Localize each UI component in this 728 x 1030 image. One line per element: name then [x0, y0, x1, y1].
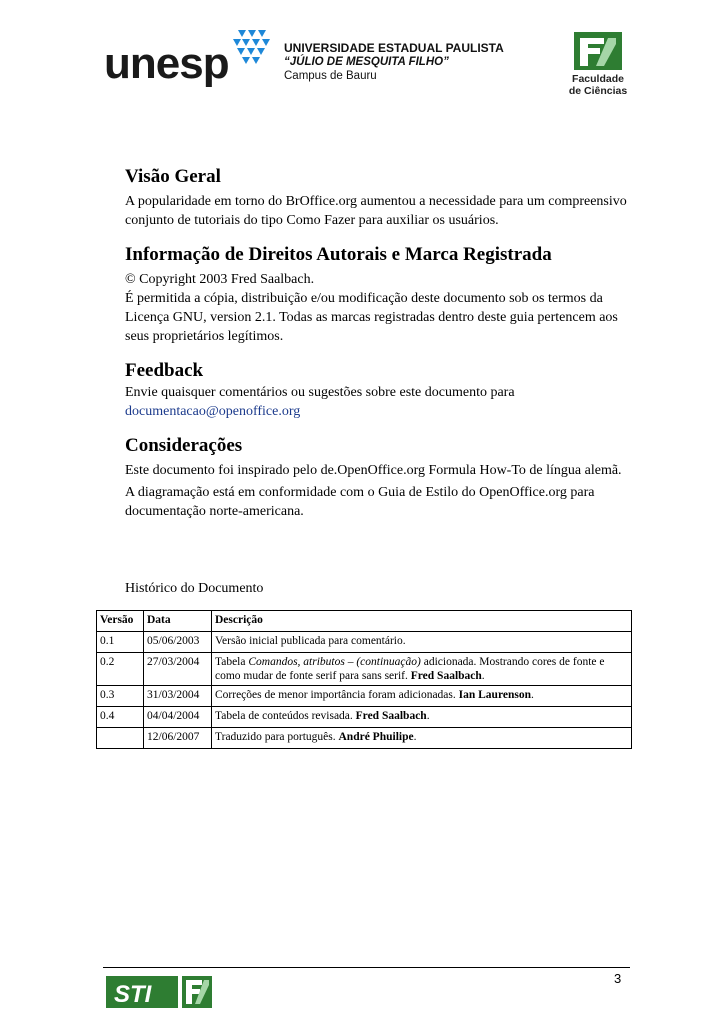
col-header-description: Descrição [212, 611, 632, 632]
date-cell: 12/06/2007 [144, 728, 212, 749]
description-end: . [413, 731, 417, 743]
feedback-heading: Feedback [125, 360, 204, 381]
table-row [97, 728, 632, 749]
description-text: Traduzido para português. [215, 731, 339, 743]
faculty-logo [566, 32, 630, 98]
faculty-line2: de Ciências [568, 85, 628, 97]
license-text: É permitida a cópia, distribuição e/ou modificação deste documento sob os termos da Licença GNU, version 2.1. Todas as marcas registradas dentro deste guia pertencem aos seus proprietários legítimos. [125, 291, 618, 344]
version-cell: 0.3 [97, 686, 144, 707]
author-name: Fred Saalbach [355, 710, 427, 722]
author-name: Ian Laurenson [458, 689, 531, 701]
history-title: Histórico do Documento [125, 581, 264, 596]
table-row [97, 653, 632, 686]
table-row [97, 686, 632, 707]
description-end: . [481, 670, 485, 682]
description-text: Tabela [215, 656, 249, 668]
table-row [97, 632, 632, 653]
table-row [97, 707, 632, 728]
overview-text: A popularidade em torno do BrOffice.org aumentou a necessidade para um compreensivo conjunto de tutoriais do tipo Como Fazer para auxiliar os usuários. [125, 194, 627, 228]
feedback-text: Envie quaisquer comentários ou sugestões sobre este documento para [125, 385, 515, 400]
university-subtitle: “JÚLIO DE MESQUITA FILHO” [284, 56, 449, 68]
col-header-date: Data [144, 611, 212, 632]
version-cell: 0.2 [97, 653, 144, 686]
description-italic: Comandos, atributos – (continuação) [248, 656, 421, 668]
date-cell: 27/03/2004 [144, 653, 212, 686]
author-name: Fred Saalbach [410, 670, 482, 682]
considerations-text-1: Este documento foi inspirado pelo de.OpenOffice.org Formula How-To de língua alemã. [125, 463, 622, 478]
description-text: adicionada. Mostrando cores de fonte e como mudar de fonte serif para sans serif. [215, 656, 605, 682]
col-header-version: Versão [97, 611, 144, 632]
copyright-heading: Informação de Direitos Autorais e Marca Registrada [125, 244, 552, 265]
date-cell: 04/04/2004 [144, 707, 212, 728]
faculty-emblem-icon [574, 32, 622, 72]
description-end: . [530, 689, 534, 701]
faculty-name [566, 73, 630, 97]
description-cell: Versão inicial publicada para comentário. [212, 632, 632, 653]
description-end: . [426, 710, 430, 722]
description-cell [212, 707, 632, 728]
feedback-section [125, 359, 630, 421]
version-cell [97, 728, 144, 749]
description-cell [212, 653, 632, 686]
copyright-line: © Copyright 2003 Fred Saalbach. [125, 272, 315, 287]
feedback-email-link[interactable]: documentacao@openoffice.org [125, 404, 301, 419]
version-cell: 0.4 [97, 707, 144, 728]
university-name: UNIVERSIDADE ESTADUAL PAULISTA [284, 41, 504, 55]
sti-logo [106, 974, 214, 1010]
university-header [284, 41, 504, 83]
description-cell [212, 686, 632, 707]
description-text: Tabela de conteúdos revisada. [215, 710, 356, 722]
page-number: 3 [614, 971, 622, 986]
date-cell: 31/03/2004 [144, 686, 212, 707]
considerations-text-2: A diagramação está em conformidade com o Guia de Estilo do OpenOffice.org para documentação norte-americana. [125, 485, 595, 519]
campus-name: Campus de Bauru [284, 70, 377, 82]
considerations-heading: Considerações [125, 435, 243, 456]
overview-section [125, 165, 630, 230]
document-body [125, 165, 630, 521]
author-name: André Phuilipe [338, 731, 414, 743]
footer-divider [103, 967, 630, 968]
unesp-triangles-icon [230, 30, 274, 66]
unesp-logo-text: unesp [104, 39, 229, 88]
overview-heading: Visão Geral [125, 166, 221, 187]
considerations-section [125, 434, 630, 521]
table-header-row [97, 611, 632, 632]
description-text: Correções de menor importância foram adicionadas. [215, 689, 459, 701]
description-cell [212, 728, 632, 749]
version-cell: 0.1 [97, 632, 144, 653]
history-table [96, 610, 632, 749]
copyright-section [125, 243, 630, 346]
unesp-logo [104, 30, 274, 90]
date-cell: 05/06/2003 [144, 632, 212, 653]
sti-logo-text: STI [114, 981, 152, 1008]
faculty-line1: Faculdade [572, 73, 624, 85]
